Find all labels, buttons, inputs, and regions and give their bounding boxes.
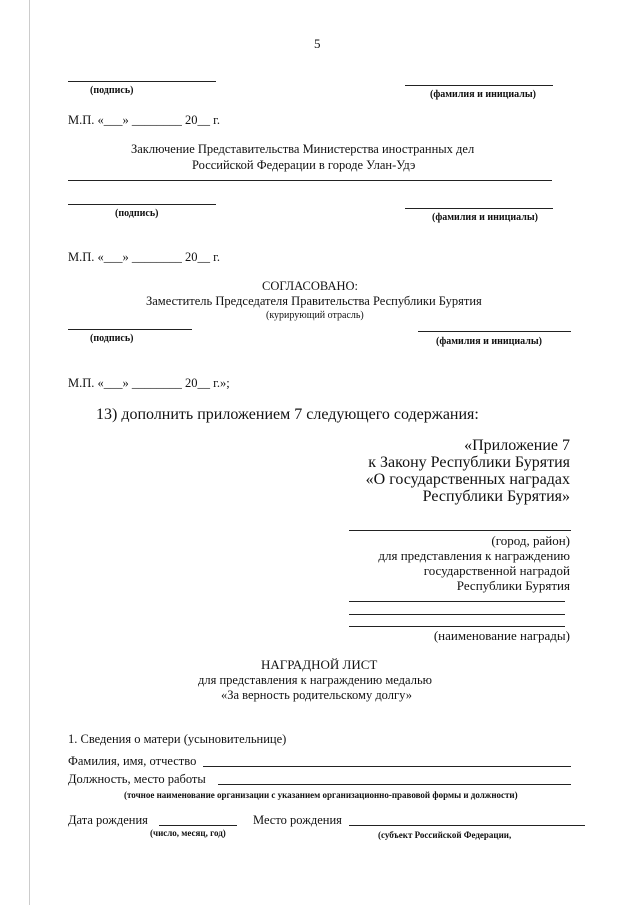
name-line (418, 331, 571, 332)
award-name-label: (наименование награды) (433, 628, 570, 643)
signature-line (68, 81, 216, 82)
award-sheet-line2: «За верность родительскому долгу» (221, 688, 412, 702)
signature-label: (подпись) (90, 333, 134, 344)
birth-date-hint: (число, месяц, год) (150, 828, 226, 838)
birth-place-line (349, 825, 585, 826)
award-line (349, 626, 565, 627)
agreed-line1: Заместитель Председателя Правительства Республики Бурятия (146, 294, 482, 308)
agreed-line2: (курирующий отрасль) (266, 310, 364, 321)
award-sheet-line1: для представления к награждению медалью (198, 673, 432, 687)
city-label: (город, район) (491, 533, 570, 548)
birth-date-line (159, 825, 237, 826)
appendix-line2: к Закону Республики Бурятия (368, 454, 570, 471)
award-line (349, 614, 565, 615)
birth-date-label: Дата рождения (68, 813, 148, 827)
signature-label: (подпись) (115, 208, 159, 219)
name-label: (фамилия и инициалы) (436, 336, 543, 347)
agreed-title: СОГЛАСОВАНО: (262, 279, 359, 293)
mfa-conclusion-line1: Заключение Представительства Министерства иностранных дел (131, 142, 475, 156)
signature-line (68, 204, 216, 205)
stamp-line-last: М.П. «___» ________ 20__ г.»; (68, 376, 230, 390)
stamp-line: М.П. «___» ________ 20__ г. (68, 113, 220, 127)
name-line (405, 208, 553, 209)
signature-label: (подпись) (90, 85, 134, 96)
section1-title: 1. Сведения о матери (усыновительнице) (68, 732, 287, 746)
page-number: 5 (314, 36, 321, 51)
city-line (349, 530, 571, 531)
position-label: Должность, место работы (68, 772, 206, 786)
appendix-line3: «О государственных наградах (365, 471, 570, 488)
full-name-line (203, 766, 571, 767)
stamp-line: М.П. «___» ________ 20__ г. (68, 250, 220, 264)
position-line (218, 784, 571, 785)
appendix-line4: Республики Бурятия» (422, 488, 570, 505)
city-block-line2: государственной наградой (423, 563, 570, 578)
birth-place-hint: (субъект Российской Федерации, (378, 830, 512, 840)
signature-line (68, 329, 192, 330)
name-line (405, 85, 553, 86)
position-hint: (точное наименование организации с указанием организационно-правовой формы и должности) (124, 790, 518, 800)
mfa-conclusion-line2: Российской Федерации в городе Улан-Удэ (192, 158, 416, 172)
conclusion-line (68, 180, 552, 181)
page-left-edge (29, 0, 30, 905)
appendix-line1: «Приложение 7 (464, 437, 570, 454)
full-name-label: Фамилия, имя, отчество (68, 754, 197, 768)
name-label: (фамилия и инициалы) (430, 89, 537, 100)
city-block-line3: Республики Бурятия (456, 578, 570, 593)
city-block-line1: для представления к награждению (378, 548, 570, 563)
birth-place-label: Место рождения (253, 813, 342, 827)
award-line (349, 601, 565, 602)
item-13: 13) дополнить приложением 7 следующего содержания: (96, 406, 479, 423)
award-sheet-title: НАГРАДНОЙ ЛИСТ (261, 657, 378, 672)
name-label: (фамилия и инициалы) (432, 212, 539, 223)
